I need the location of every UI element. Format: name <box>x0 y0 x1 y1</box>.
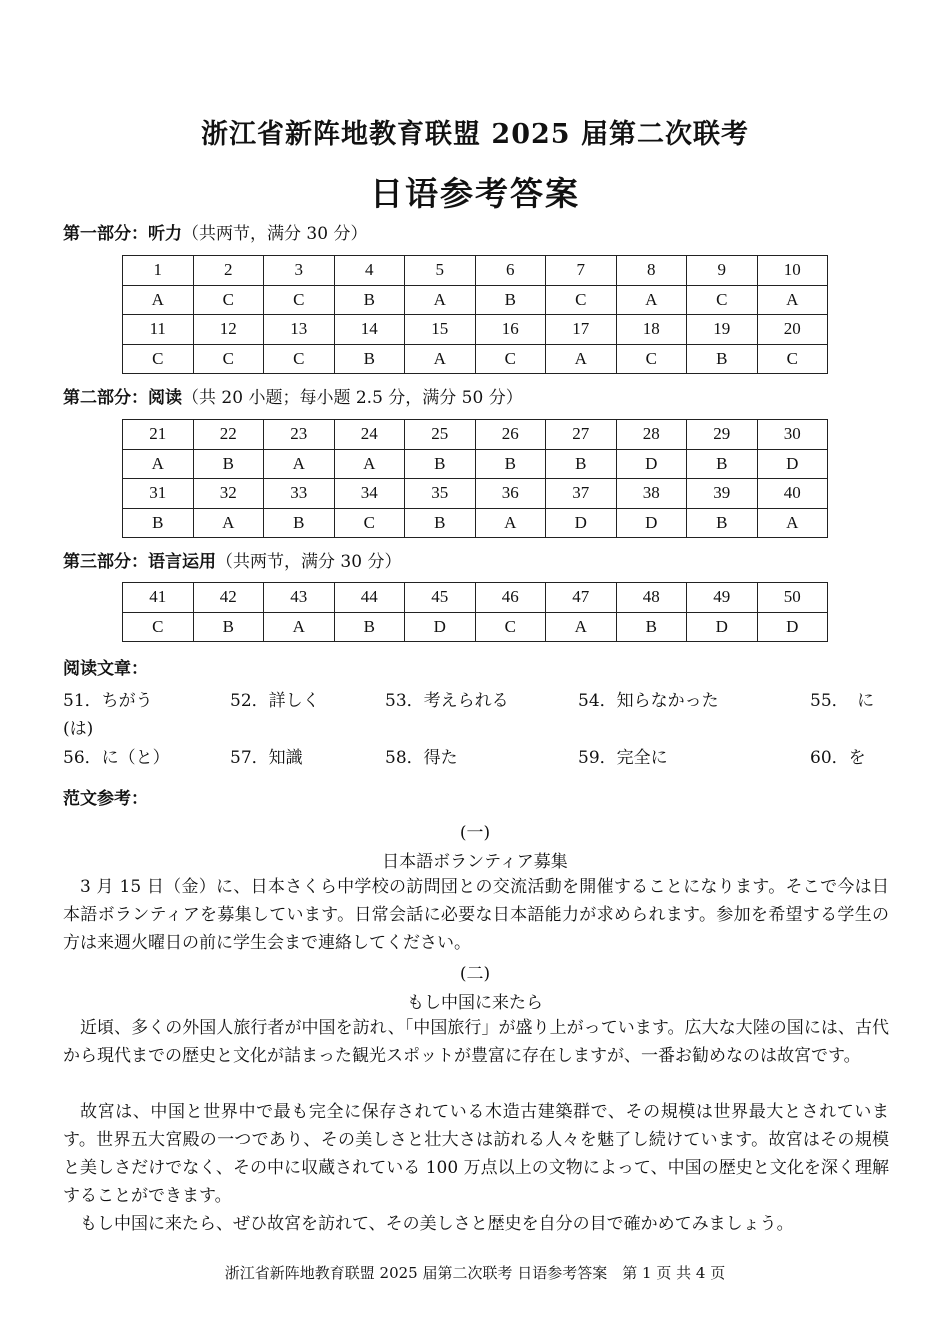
part1-heading-title: 第一部分：听力 <box>63 224 182 244</box>
answer-cell: B <box>475 285 546 315</box>
answer-cell: C <box>193 285 264 315</box>
answer-cell: B <box>334 344 405 374</box>
blank-answer-55: 55． に <box>810 691 875 711</box>
part2-heading-title: 第二部分：阅读 <box>63 388 182 408</box>
blank-answer-54: 54．知らなかった <box>578 691 719 711</box>
question-number-cell: 28 <box>616 420 687 450</box>
question-number-cell: 44 <box>334 583 405 613</box>
answer-cell: B <box>687 449 758 479</box>
blank-answer-56: 56．に（と） <box>63 748 170 768</box>
answer-cell: B <box>546 449 617 479</box>
answer-cell: B <box>334 612 405 642</box>
question-number-row <box>123 256 828 286</box>
essay1-body: 3 月 15 日（金）に、日本さくら中学校の訪問団との交流活動を開催することになります。そこで今は日本語ボランティアを募集しています。日常会話に必要な日本語能力が求められます。参加を希望する学生の方は来週火曜日の前に学生会まで連絡してください。 <box>63 877 889 953</box>
answer-cell: B <box>687 508 758 538</box>
answer-cell: C <box>193 344 264 374</box>
question-number-cell: 25 <box>405 420 476 450</box>
question-number-cell: 31 <box>123 479 194 509</box>
question-number-cell: 32 <box>193 479 264 509</box>
question-number-cell: 9 <box>687 256 758 286</box>
question-number-cell: 22 <box>193 420 264 450</box>
answer-cell: D <box>687 612 758 642</box>
answer-key-row <box>123 612 828 642</box>
question-number-cell: 50 <box>757 583 828 613</box>
question-number-cell: 13 <box>264 315 335 345</box>
question-number-cell: 6 <box>475 256 546 286</box>
question-number-cell: 35 <box>405 479 476 509</box>
answer-cell: C <box>123 344 194 374</box>
model-essays-label: 范文参考： <box>63 789 148 809</box>
question-number-cell: 23 <box>264 420 335 450</box>
answer-cell: A <box>334 449 405 479</box>
question-number-row <box>123 420 828 450</box>
part2-answer-table <box>122 419 828 538</box>
question-number-cell: 14 <box>334 315 405 345</box>
answer-cell: B <box>475 449 546 479</box>
blank-answer-59: 59．完全に <box>578 748 668 768</box>
answer-cell: A <box>193 508 264 538</box>
answer-cell: D <box>616 508 687 538</box>
question-number-cell: 12 <box>193 315 264 345</box>
answer-key-row <box>123 285 828 315</box>
answer-key-row <box>123 344 828 374</box>
question-number-cell: 46 <box>475 583 546 613</box>
blank-answer-55-continued: (は) <box>63 719 94 739</box>
answer-cell: A <box>475 508 546 538</box>
page-title: 浙江省新阵地教育联盟 2025 届第二次联考 <box>201 119 749 150</box>
question-number-cell: 10 <box>757 256 828 286</box>
question-number-cell: 11 <box>123 315 194 345</box>
question-number-row <box>123 479 828 509</box>
answer-cell: D <box>546 508 617 538</box>
part3-heading-title: 第三部分：语言运用 <box>63 552 216 572</box>
part2-heading <box>63 383 523 408</box>
answer-cell: B <box>123 508 194 538</box>
question-number-cell: 26 <box>475 420 546 450</box>
answer-cell: B <box>687 344 758 374</box>
question-number-cell: 49 <box>687 583 758 613</box>
question-number-cell: 43 <box>264 583 335 613</box>
essay1-number: (一) <box>459 823 491 843</box>
question-number-cell: 38 <box>616 479 687 509</box>
essay2-paragraph-1: 近頃、多くの外国人旅行者が中国を訪れ、「中国旅行」が盛り上がっています。広大な大陸の国には、古代から現代までの歴史と文化が詰まった観光スポットが豊富に存在しますが、一番お勧めなのは故宮です。 <box>63 1018 889 1066</box>
question-number-cell: 47 <box>546 583 617 613</box>
blank-answers-row-2 <box>63 743 893 769</box>
question-number-cell: 42 <box>193 583 264 613</box>
blank-answer-52: 52．詳しく <box>230 691 320 711</box>
question-number-row <box>123 315 828 345</box>
blank-answer-53: 53．考えられる <box>385 691 509 711</box>
answer-cell: A <box>616 285 687 315</box>
blank-answer-60: 60．を <box>810 748 866 768</box>
essay1-title: 日本語ボランティア募集 <box>382 852 568 872</box>
answer-cell: C <box>264 285 335 315</box>
answer-cell: D <box>757 612 828 642</box>
answer-key-row <box>123 449 828 479</box>
part3-heading <box>63 547 401 572</box>
question-number-cell: 4 <box>334 256 405 286</box>
question-number-cell: 30 <box>757 420 828 450</box>
question-number-cell: 18 <box>616 315 687 345</box>
answer-cell: B <box>264 508 335 538</box>
question-number-cell: 1 <box>123 256 194 286</box>
answer-cell: B <box>193 612 264 642</box>
page-subtitle: 日语参考答案 <box>370 174 580 213</box>
answer-cell: B <box>193 449 264 479</box>
part3-answer-table <box>122 582 828 642</box>
answer-cell: A <box>405 285 476 315</box>
answer-cell: C <box>757 344 828 374</box>
question-number-cell: 16 <box>475 315 546 345</box>
question-number-cell: 29 <box>687 420 758 450</box>
answer-cell: A <box>757 508 828 538</box>
question-number-cell: 17 <box>546 315 617 345</box>
essay2-number: (二) <box>459 964 491 984</box>
answer-cell: A <box>264 612 335 642</box>
answer-cell: B <box>405 449 476 479</box>
answer-cell: A <box>405 344 476 374</box>
blank-answer-57: 57．知識 <box>230 748 303 768</box>
question-number-cell: 21 <box>123 420 194 450</box>
answer-cell: C <box>616 344 687 374</box>
answer-cell: D <box>616 449 687 479</box>
question-number-row <box>123 583 828 613</box>
part2-heading-note: （共 20 小题；每小题 2.5 分，满分 50 分） <box>182 388 523 408</box>
answer-cell: A <box>546 612 617 642</box>
answer-cell: D <box>757 449 828 479</box>
question-number-cell: 34 <box>334 479 405 509</box>
question-number-cell: 27 <box>546 420 617 450</box>
essay2-paragraph-3: もし中国に来たら、ぜひ故宮を訪れて、その美しさと歴史を自分の目で確かめてみましょう。 <box>80 1214 794 1234</box>
answer-cell: D <box>405 612 476 642</box>
page-footer: 浙江省新阵地教育联盟 2025 届第二次联考 日语参考答案 第 1 页 共 4 页 <box>224 1264 726 1282</box>
answer-cell: A <box>123 449 194 479</box>
answer-cell: C <box>123 612 194 642</box>
question-number-cell: 3 <box>264 256 335 286</box>
question-number-cell: 48 <box>616 583 687 613</box>
question-number-cell: 41 <box>123 583 194 613</box>
answer-cell: B <box>405 508 476 538</box>
essay2-paragraph-2: 故宮は、中国と世界中で最も完全に保存されている木造古建築群で、その規模は世界最大とされています。世界五大宮殿の一つであり、その美しさと壮大さは訪れる人々を魅了し続けています。故宮はその規模と美しさだけでなく、その中に収蔵されている 100 万点以上の文物によって、中国の歴史と文化を深く理解することができます。 <box>63 1102 889 1206</box>
question-number-cell: 37 <box>546 479 617 509</box>
question-number-cell: 40 <box>757 479 828 509</box>
answer-cell: C <box>334 508 405 538</box>
part1-heading-note: （共两节，满分 30 分） <box>182 224 368 244</box>
blank-answers-row-1 <box>63 686 893 712</box>
answer-cell: B <box>334 285 405 315</box>
question-number-cell: 20 <box>757 315 828 345</box>
answer-cell: A <box>757 285 828 315</box>
question-number-cell: 19 <box>687 315 758 345</box>
answer-cell: C <box>475 344 546 374</box>
question-number-cell: 8 <box>616 256 687 286</box>
answer-cell: B <box>616 612 687 642</box>
blank-answer-51: 51．ちがう <box>63 691 153 711</box>
answer-key-row <box>123 508 828 538</box>
question-number-cell: 36 <box>475 479 546 509</box>
blank-answer-58: 58．得た <box>385 748 458 768</box>
essay2-title: もし中国に来たら <box>407 993 543 1013</box>
answer-cell: A <box>123 285 194 315</box>
reading-article-label: 阅读文章： <box>63 659 148 679</box>
answer-cell: C <box>264 344 335 374</box>
question-number-cell: 5 <box>405 256 476 286</box>
part1-answer-table <box>122 255 828 374</box>
question-number-cell: 2 <box>193 256 264 286</box>
question-number-cell: 15 <box>405 315 476 345</box>
part3-heading-note: （共两节，满分 30 分） <box>216 552 402 572</box>
answer-cell: C <box>546 285 617 315</box>
answer-cell: A <box>264 449 335 479</box>
question-number-cell: 33 <box>264 479 335 509</box>
answer-cell: C <box>475 612 546 642</box>
question-number-cell: 45 <box>405 583 476 613</box>
answer-cell: C <box>687 285 758 315</box>
answer-cell: A <box>546 344 617 374</box>
question-number-cell: 24 <box>334 420 405 450</box>
question-number-cell: 39 <box>687 479 758 509</box>
question-number-cell: 7 <box>546 256 617 286</box>
part1-heading <box>63 219 367 244</box>
